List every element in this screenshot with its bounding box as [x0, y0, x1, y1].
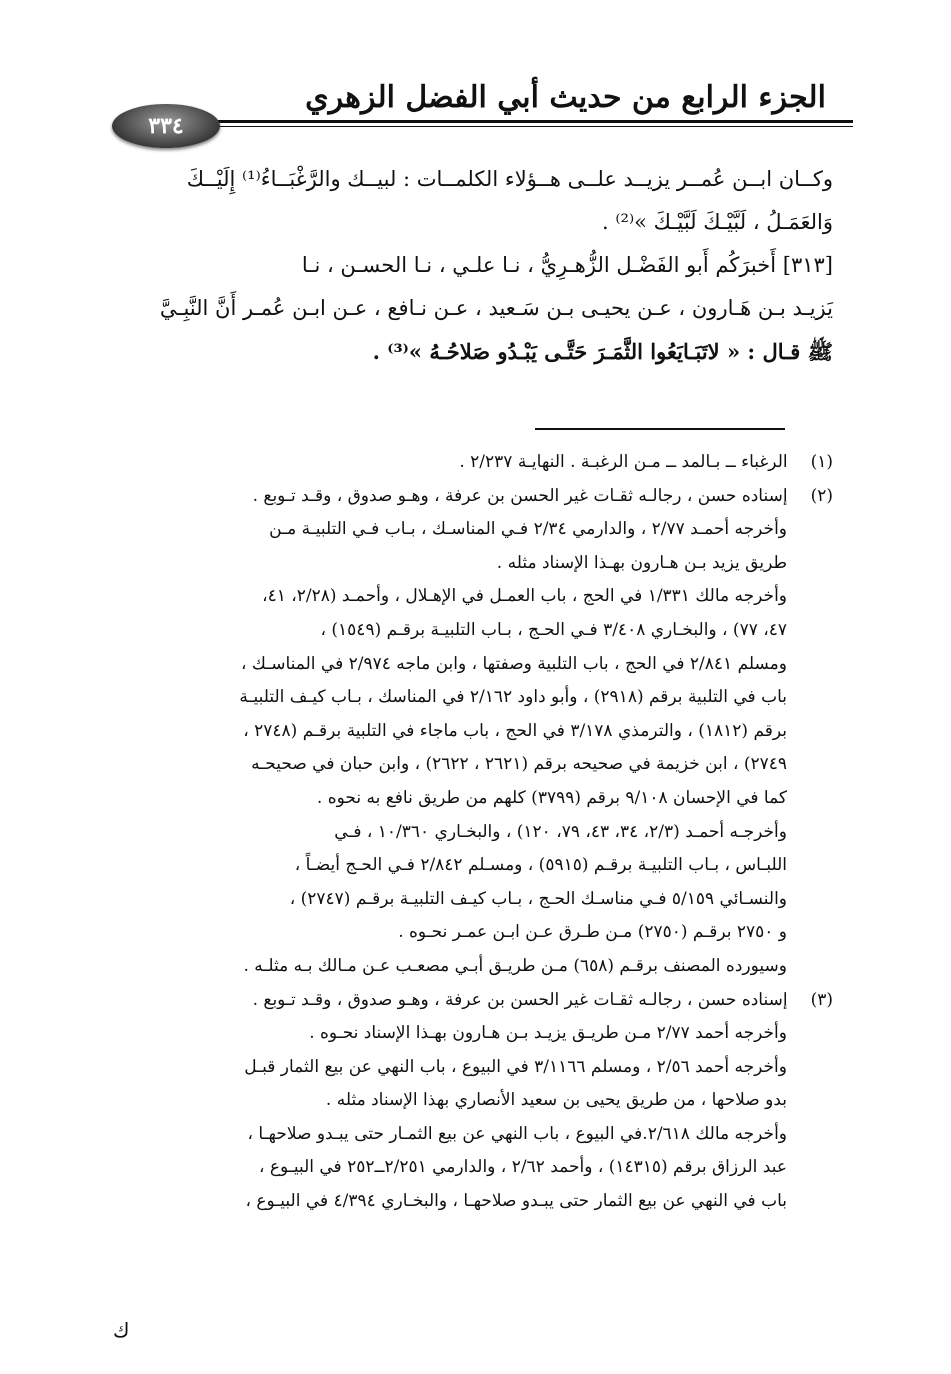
footnote-number: (١) [810, 452, 833, 472]
footnote-line: والنسـائي ٥/١٥٩ فـي مناسـك الحـج ، بـاب كيـف التلبيـة برقـم (٢٧٤٧) ، [289, 888, 787, 909]
footnote-line: بدو صلاحها ، من طريق يحيى بن سعيد الأنصاري بهذا الإسناد مثله . [325, 1090, 787, 1111]
footnote-number: (٣) [810, 989, 833, 1010]
footnote-separator [535, 428, 785, 430]
page-number: ٣٣٤ [148, 113, 184, 139]
footnote-line [95, 984, 833, 1018]
footnote-line: ٤٧، ٧٧) ، والبخـاري ٣/٤٠٨ فـي الحـج ، بـاب التلبيـة برقـم (١٥٤٩) ، [320, 619, 787, 640]
footnote-line [95, 446, 833, 480]
footnote-line: باب في التلبية برقم (٢٩١٨) ، وأبو داود ٢/١٦٢ في المناسك ، بـاب كيـف التلبيـة [239, 687, 787, 708]
hadith-matn-line: ﷺ قـال : « لاتَبَـايَعُوا الثَّمَـرَ حَتَّـى يَبْـدُو صَلاحُـهُ »⁽³⁾ . [372, 339, 833, 364]
main-line: وَالعَمَـلُ ، لَبَّيْـكَ لَبَّيْـكَ »⁽²⁾ . [602, 210, 833, 234]
main-text [95, 158, 833, 373]
footnote-text: الرغباء ــ بـالمد ــ مـن الرغبـة . النهايـة ٢/٢٣٧ . [459, 452, 788, 472]
catchword: ﻙ [113, 1318, 130, 1342]
hadith-header-line: [٣١٣] أَخبرَكُم أَبو الفَضْـل الزُّهـرِيُّ ، نـا علـي ، نـا الحسـن ، نـا [301, 253, 833, 277]
main-line: يَزيـد بـن هَـارون ، عـن يحيـى بـن سَـعيد ، عـن نـافع ، عـن ابـن عُمـر أَنَّ النَّبِـيَّ [159, 296, 833, 320]
footnote-number: (٢) [810, 485, 833, 506]
footnotes [95, 446, 833, 1219]
footnote-line: باب في النهي عن بيع الثمار حتى يبـدو صلاحهـا ، والبخـاري ٤/٣٩٤ في البيـوع ، [245, 1191, 787, 1212]
footnote-line: و ٢٧٥٠ برقـم (٢٧٥٠) مـن طـرق عـن ابـن عمـر نحـوه . [398, 922, 787, 943]
header-rule-thin [190, 126, 853, 127]
main-text-block [95, 158, 833, 373]
header-rule-thick [190, 120, 853, 123]
footnote-line: اللبـاس ، بـاب التلبيـة برقـم (٥٩١٥) ، ومسـلم ٢/٨٤٢ فـي الحـج أيضـاً ، [294, 855, 787, 876]
footnote-line: برقم (١٨١٢) ، والترمذي ٣/١٧٨ في الحج ، باب ماجاء في التلبية برقـم (٢٧٤٨ ، [243, 720, 787, 741]
footnote-line [95, 480, 833, 514]
footnote-text: إسناده حسن ، رجالـه ثقـات غير الحسن بن عرفة ، وهـو صدوق ، وقـد تـوبع . [252, 989, 788, 1010]
footnote-line: وأخرجـه أحمـد (٢/٣، ٣٤، ٤٣، ٧٩، ١٢٠) ، والبخـاري ١٠/٣٦٠ ، فـي [334, 821, 787, 842]
footnote-text: إسناده حسن ، رجالـه ثقـات غير الحسن بن عرفة ، وهـو صدوق ، وقـد تـوبع . [252, 485, 788, 506]
footnote-line: وأخرجه مالك ١/٣٣١ في الحج ، باب العمـل في الإهـلال ، وأحمـد (٢/٢٨، ٤١، [262, 586, 787, 607]
footnote-line: وأخرجه أحمد ٢/٧٧ مـن طريـق يزيـد بـن هـارون بهـذا الإسناد نحـوه . [309, 1023, 787, 1044]
footnote-line: وأخرجه أحمد ٢/٥٦ ، ومسلم ٣/١١٦٦ في البيوع ، باب النهي عن بيع الثمار قبـل [244, 1056, 787, 1077]
running-title: الجزء الرابع من حديث أبي الفضل الزهري [305, 80, 826, 115]
footnote-line: ومسلم ٢/٨٤١ في الحج ، باب التلبية وصفتها ، وابن ماجه ٢/٩٧٤ في المناسـك ، [241, 653, 787, 674]
page-number-badge [112, 104, 220, 148]
footnote-line: عبد الرزاق برقم (١٤٣١٥) ، وأحمد ٢/٦٢ ، والدارمي ٢/٢٥١ــ٢٥٢ في البيـوع ، [259, 1157, 787, 1178]
footnote-line: وسيورده المصنف برقـم (٦٥٨) مـن طريـق أبـي مصعـب عـن مـالك بـه مثلـه . [243, 955, 787, 976]
footnote-line: طريق يزيد بـن هـارون بهـذا الإسناد مثله . [496, 552, 787, 573]
footnote-line: وأخرجه مالك ٢/٦١٨.في البيوع ، باب النهي عن بيع الثمـار حتى يبـدو صلاحهـا ، [247, 1123, 787, 1144]
footnote-line: وأخرجه أحمـد ٢/٧٧ ، والدارمي ٢/٣٤ فـي المناسـك ، بـاب فـي التلبيـة مـن [269, 519, 787, 540]
footnote-line: كما في الإحسان ٩/١٠٨ برقم (٣٧٩٩) كلهم من طريق نافع به نحوه . [316, 787, 787, 808]
footnote-line: ٢٧٤٩) ، ابن خزيمة في صحيحه برقم (٢٦٢١ ، ٢٦٢٢) ، وابن حبان في صحيحـه [251, 754, 787, 775]
main-line: وكــان ابــن عُمــر يزيــد علــى هــؤلاء الكلمــات : لبيــك والرَّغْبَــاءُ⁽¹⁾ إِلَيْــكَ [186, 167, 833, 191]
